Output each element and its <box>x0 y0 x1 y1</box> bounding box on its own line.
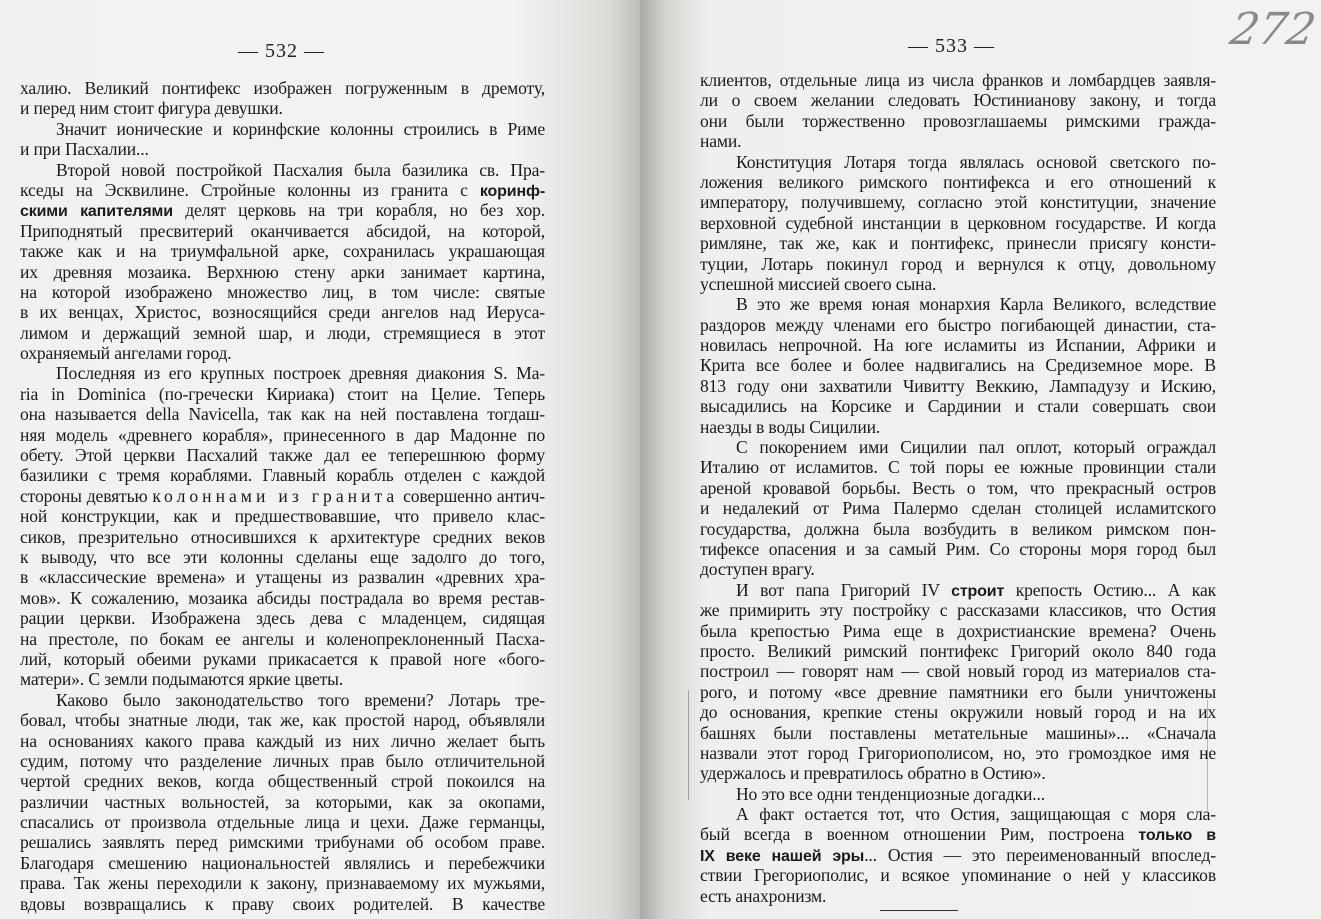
text-line: ной конструкции, как и предшествовавшие, что привело клас- <box>20 506 545 527</box>
text-line: доступен врагу. <box>700 559 815 580</box>
text-line: IX веке нашей эры... Остия — это переименованный впослед- <box>700 844 1216 865</box>
text-line: судим, потому что разделение личных прав было отличительной <box>20 750 545 771</box>
text-line: чертой средних веков, когда общественный строй покоился на <box>20 771 545 792</box>
text-line: также как и на триумфальной арке, сохранилась украшающая <box>20 241 545 262</box>
text-line: клиентов, отдельные лица из числа франков и ломбардцев заявля- <box>700 70 1216 90</box>
text-line: она называется della Navicella, так как на ней поставлена тогдаш- <box>20 404 545 425</box>
text-line: государства, должна была возбудить в великом римском пон- <box>700 518 1216 539</box>
bold-emphasis: скими капителями <box>20 203 173 221</box>
text-line: до основания, крепкие стены окружили новый город и на их <box>700 702 1216 723</box>
text-line: охраняемый ангелами город. <box>20 343 232 364</box>
page-body <box>700 70 1216 906</box>
text-line: высадились на Корсике и Сардинии и стали совершать свои <box>700 396 1216 417</box>
text-line: императору, получившему, согласно этой конституции, значение <box>700 192 1216 213</box>
text-line: 813 году они захватили Чивитту Веккию, Лампадузу и Искию, <box>700 375 1216 396</box>
text-line: Конституция Лотаря тогда являлась основой светского по- <box>736 151 1216 172</box>
text-line: И вот папа Григорий IV строит крепость Остию... А как <box>736 579 1216 600</box>
text-line: решались заявлять перед римскими трибунами об особом праве. <box>20 832 545 853</box>
text-line: ли о своем желании следовать Юстинианову закону, и тогда <box>700 90 1216 111</box>
spaced-emphasis: колоннами из гранита <box>152 485 399 506</box>
text-line: ria in Dominica (по-гречески Кириака) стоит на Целие. Теперь <box>20 383 545 404</box>
text-line: мов». К сожалению, мозаика абсиды пострадала во время рестав- <box>20 587 545 608</box>
text-line: Каково было законодательство того времени? Лотарь тре- <box>56 689 545 710</box>
text-line: халию. Великий понтифекс изображен погруженным в дремоту, <box>20 78 545 98</box>
text-line: новилась непрочной. На юге исламиты из Испании, Африки и <box>700 335 1216 356</box>
text-line: ложения великого римского понтифекса и его отношений к <box>700 171 1216 192</box>
text-line: скими капителями делят церковь на три корабля, но без хор. <box>20 200 545 221</box>
text-line: построил — говорят нам — свой новый город из материалов ста- <box>700 661 1216 682</box>
text-line: Крита все более и более надвигались на Средиземное море. В <box>700 355 1216 376</box>
text-line: спасались от произвола отдельные лица и цехи. Даже германцы, <box>20 812 545 833</box>
text-line: Второй новой постройкой Пасхалия была базилика св. Пра- <box>56 159 545 180</box>
text-line: няя модель «древнего корабля», принесенного в дар Мадонне по <box>20 424 545 445</box>
bold-emphasis: строит <box>951 582 1005 600</box>
text-line: удержалось и превратилось обратно в Остию». <box>700 763 1046 784</box>
text-line: и недалекий от Рима Палермо сделан столицей исламитского <box>700 498 1216 519</box>
bold-emphasis: IX веке нашей эры <box>700 847 865 865</box>
text-line: в их венцах, Христос, возносящийся среди ангелов над Иеруса- <box>20 302 545 323</box>
bold-emphasis: коринф- <box>479 182 545 200</box>
right-page <box>640 0 1321 919</box>
text-line: Значит ионические и коринфские колонны строились в Риме <box>56 118 545 139</box>
text-line: вдовы возвращались к праву своих родителей. В качестве <box>20 893 545 914</box>
text-line: рации церкви. Изображена здесь дева с младенцем, сидящая <box>20 608 545 629</box>
text-line: Приподнятый пресвитерий оканчивается абсидой, на которой, <box>20 220 545 241</box>
text-line: на престоле, по бокам ее ангелы и коленопреклоненный Пасха- <box>20 628 545 649</box>
text-line: Последняя из его крупных построек древняя диакония S. Ma- <box>56 363 545 384</box>
text-line: А факт остается тот, что Остия, защищающая с моря сла- <box>736 804 1216 825</box>
text-line: Но это все одни тенденциозные догадки... <box>736 783 1046 804</box>
text-line: нами. <box>700 131 742 152</box>
text-line: права. Так жены переходили к закону, признаваемому их мужьями, <box>20 873 545 894</box>
text-line: в «классические времена» и утащены из развалин «древних хра- <box>20 567 545 588</box>
bold-emphasis: только в <box>1138 827 1216 845</box>
text-line: они были торжественно провозглашаемы римскими гражда- <box>700 110 1216 131</box>
text-line: раздоров между членами его быстро погибающей династии, ста- <box>700 314 1216 335</box>
text-line: различии частных вольностей, за которыми, как за окопами, <box>20 791 545 812</box>
text-line: и перед ним стоит фигура девушки. <box>20 98 283 119</box>
text-line: башнях были поставлены метательные машины»... «Сначала <box>700 722 1216 743</box>
text-line: лий, который обеими руками прикасается к правой ноге «бого- <box>20 648 545 669</box>
text-line: назвали этот город Григориополисом, но, это громоздкое имя не <box>700 742 1216 763</box>
text-line: есть анахронизм. <box>700 885 827 906</box>
text-line: наезды в воды Сицилии. <box>700 416 881 437</box>
text-line: же примирить эту постройку с рассказами классиков, что Остия <box>700 600 1216 621</box>
text-line: ствии Грегориополис, и всякое упоминание о ней у классиков <box>700 865 1216 886</box>
text-line: обету. Этой церкви Пасхалий также дал ее теперешнюю форму <box>20 445 545 466</box>
text-line: С покорением ими Сицилии пал оплот, который ограждал <box>736 437 1216 458</box>
text-line: Италию от исламитов. С той поры ее южные провинции стали <box>700 457 1216 478</box>
text-line: кседы на Эсквилине. Стройные колонны из гранита с коринф- <box>20 179 545 200</box>
text-line: базилики с тремя кораблями. Главный корабль отделен с каждой <box>20 465 545 486</box>
pencil-margin-mark <box>688 690 689 800</box>
text-line: была крепостью Рима еще в дохристианские времена? Очень <box>700 620 1216 641</box>
handwritten-folio-number: 272 <box>1226 4 1320 55</box>
text-line: и при Пасхалии... <box>20 139 149 160</box>
text-line: просто. Великий римский понтифекс Григорий около 840 года <box>700 640 1216 661</box>
end-rule <box>880 910 958 911</box>
text-line: на которой изображено множество лиц, в том числе: святые <box>20 281 545 302</box>
text-line: на основаниях какого права каждый из них лично желает быть <box>20 730 545 751</box>
text-line: к выводу, что все эти колонны сделаны еще задолго до того, <box>20 546 545 567</box>
text-line: бый всегда в военном отношении Рим, построена только в <box>700 824 1216 845</box>
text-line: верховной судебной инстанции в церковном государстве. И когда <box>700 212 1216 233</box>
text-line: сиков, презрительно относившихся к архитектуре средних веков <box>20 526 545 547</box>
text-line: матери». С земли подымаются яркие цветы. <box>20 669 344 690</box>
text-line: рого, и потому «все древние памятники его были уничтожены <box>700 681 1216 702</box>
text-line: их древняя мозаика. Верхнюю стену арки занимает картина, <box>20 261 545 282</box>
text-line: Благодаря смешению национальностей являлись и перебежчики <box>20 852 545 873</box>
text-line: стороны девятью колоннами из гранита совершенно антич- <box>20 485 546 506</box>
left-page <box>0 0 640 919</box>
page-number: — 533 — <box>908 35 995 57</box>
text-line: лимом и держащий земной шар, и люди, стремящиеся в этот <box>20 322 545 343</box>
page-body <box>20 78 545 914</box>
text-line: ареной кровавой борьбы. Весть о том, что прекрасный остров <box>700 477 1216 498</box>
text-line: успешной миссией своего сына. <box>700 273 937 294</box>
text-line: бовал, чтобы знатные люди, так же, как простой народ, объявляли <box>20 710 545 731</box>
text-line: В это же время юная монархия Карла Великого, вследствие <box>736 294 1216 315</box>
text-line: римляне, так же, как и понтифекс, принесли присягу консти- <box>700 233 1216 254</box>
page-number: — 532 — <box>238 40 325 62</box>
text-line: туции, Лотарь покинул город и вернулся к отцу, довольному <box>700 253 1216 274</box>
text-line: тифексе опасения и за самый Рим. Со стороны моря город был <box>700 538 1216 559</box>
